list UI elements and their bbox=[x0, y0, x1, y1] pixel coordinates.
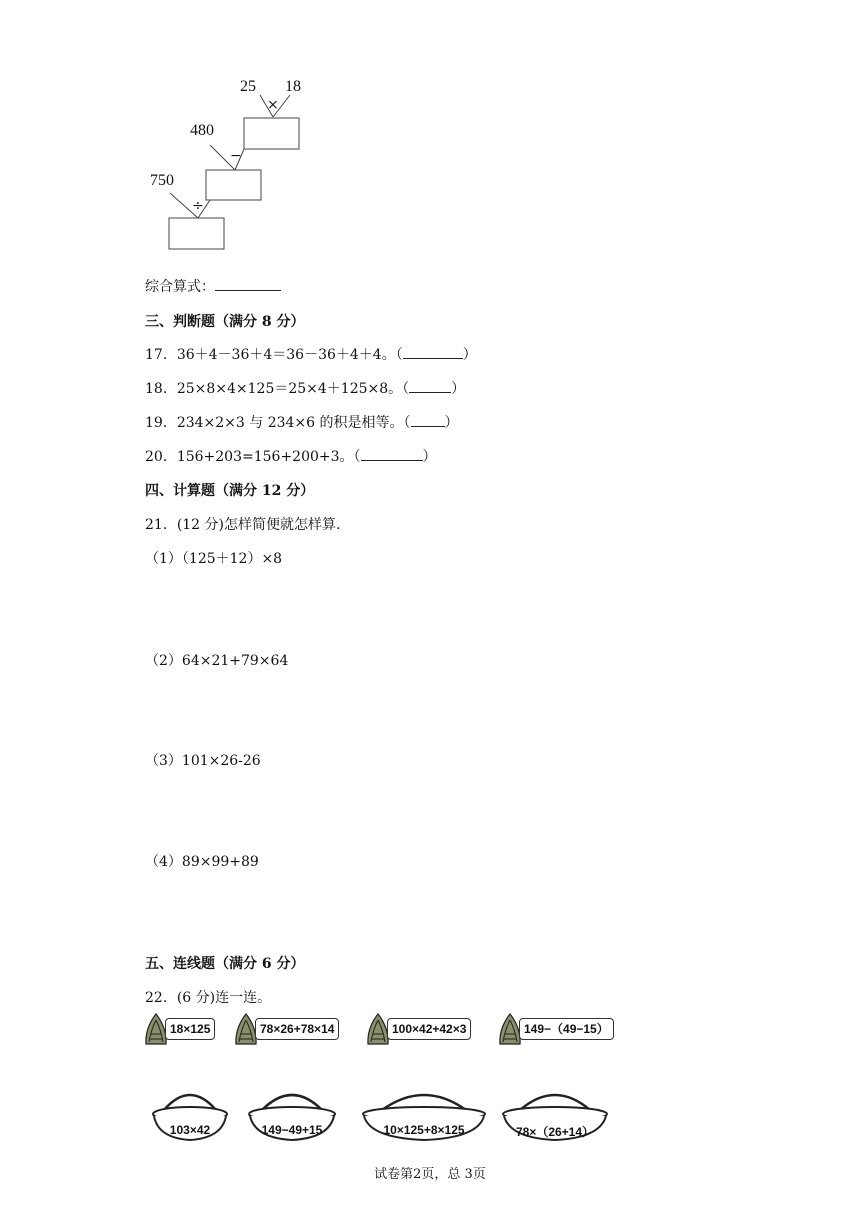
expression-card-3[interactable] bbox=[365, 1012, 487, 1048]
section-5-heading: 五、连线题（满分 6 分） bbox=[145, 956, 305, 972]
close-paren: ） bbox=[451, 381, 466, 397]
question-17-answer-blank[interactable] bbox=[403, 346, 463, 359]
question-19 bbox=[145, 412, 459, 432]
basket-2[interactable] bbox=[246, 1086, 338, 1146]
calculation-tree-diagram bbox=[160, 75, 320, 260]
problem-1: （1）（125＋12）×8 bbox=[145, 551, 283, 567]
expression-card-4[interactable] bbox=[497, 1012, 615, 1048]
combined-expression-label: 综合算式： bbox=[145, 279, 215, 295]
question-18-text: 18．25×8×4×125＝25×4＋125×8。（ bbox=[145, 381, 410, 397]
basket-icon bbox=[246, 1086, 338, 1146]
card-expression-label: 78×26+78×14 bbox=[255, 1018, 339, 1040]
section-3-heading: 三、判断题（满分 8 分） bbox=[145, 314, 305, 330]
close-paren: ） bbox=[444, 415, 459, 431]
combined-expression-blank[interactable] bbox=[215, 278, 281, 291]
question-18 bbox=[145, 378, 465, 398]
question-20-answer-blank[interactable] bbox=[361, 448, 423, 461]
expression-card-1[interactable] bbox=[143, 1012, 223, 1048]
basket-icon bbox=[150, 1086, 230, 1146]
tree-number-750: 750 bbox=[150, 172, 174, 189]
question-20 bbox=[145, 446, 437, 466]
section-4-heading: 四、计算题（满分 12 分） bbox=[145, 483, 315, 499]
question-22: 22．(6 分)连一连。 bbox=[145, 990, 272, 1006]
tree-operator-multiply: × bbox=[267, 97, 279, 113]
card-expression-label: 18×125 bbox=[165, 1018, 215, 1040]
basket-expression-label: 149−49+15 bbox=[261, 1123, 323, 1137]
question-19-answer-blank[interactable] bbox=[411, 414, 445, 427]
basket-expression-label: 10×125+8×125 bbox=[383, 1123, 465, 1137]
tree-number-18: 18 bbox=[285, 78, 301, 95]
basket-1[interactable] bbox=[150, 1086, 230, 1146]
question-17-text: 17．36＋4－36＋4＝36－36＋4＋4。（ bbox=[145, 347, 403, 363]
basket-4[interactable] bbox=[500, 1086, 610, 1146]
basket-expression-label: 103×42 bbox=[169, 1123, 211, 1137]
expression-card-2[interactable] bbox=[233, 1012, 355, 1048]
answer-box-2 bbox=[206, 170, 261, 200]
basket-3[interactable] bbox=[360, 1086, 488, 1146]
page-footer: 试卷第2页，总 3页 bbox=[374, 1167, 486, 1182]
question-20-text: 20．156+203=156+200+3。（ bbox=[145, 449, 361, 465]
tree-operator-minus: − bbox=[230, 148, 242, 164]
question-19-text: 19．234×2×3 与 234×6 的积是相等。（ bbox=[145, 415, 411, 431]
tree-operator-divide: ÷ bbox=[192, 198, 204, 214]
card-expression-label: 100×42+42×3 bbox=[387, 1018, 471, 1040]
tree-number-480: 480 bbox=[190, 122, 214, 139]
basket-expression-label: 78×（26+14） bbox=[515, 1125, 595, 1139]
close-paren: ） bbox=[462, 347, 477, 363]
problem-2: （2）64×21+79×64 bbox=[145, 653, 289, 669]
problem-4: （4）89×99+89 bbox=[145, 854, 259, 870]
combined-expression-line bbox=[145, 276, 281, 296]
tree-number-25: 25 bbox=[240, 78, 256, 95]
question-17 bbox=[145, 344, 477, 364]
close-paren: ） bbox=[422, 449, 437, 465]
answer-box-1 bbox=[244, 118, 299, 149]
problem-3: （3）101×26-26 bbox=[145, 753, 261, 769]
question-18-answer-blank[interactable] bbox=[409, 380, 451, 393]
question-21: 21．(12 分)怎样简便就怎样算. bbox=[145, 517, 341, 533]
basket-icon bbox=[360, 1086, 488, 1146]
card-expression-label: 149−（49−15） bbox=[519, 1018, 614, 1040]
answer-box-3 bbox=[169, 218, 224, 249]
